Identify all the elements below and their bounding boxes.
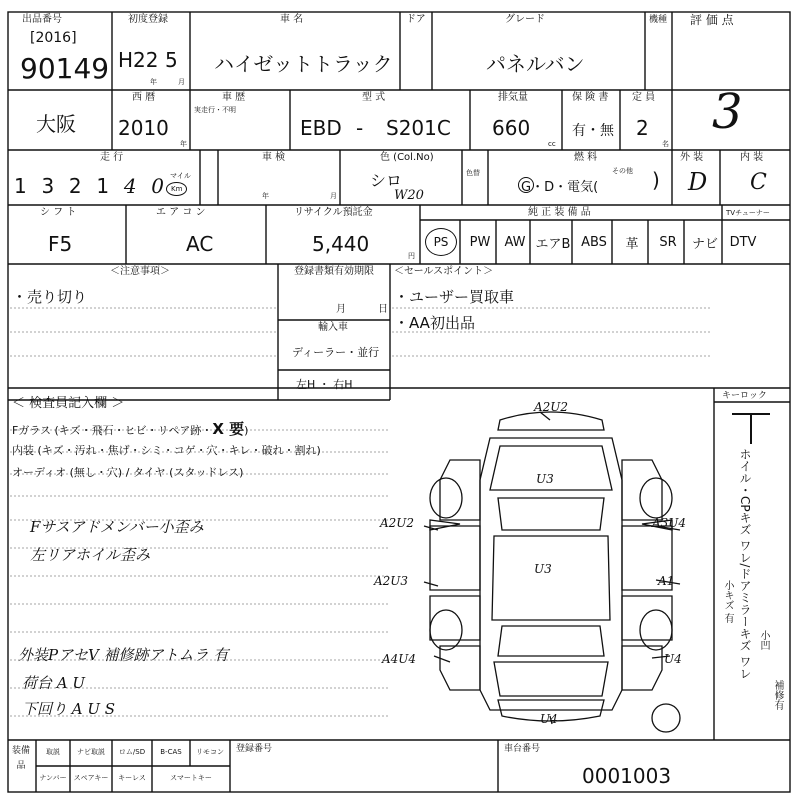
equipment-list [420,220,790,264]
keylock-vertical-text: ホイル・CPキズ ワレ/ドアミラーキズ ワレ [738,448,752,680]
handwritten-note: 下回り A U S [22,700,116,718]
footer-item-rom-sd: ロム/SD [118,748,146,756]
leader-line [424,582,438,586]
color-change-label: 色替 [466,169,480,177]
fuel-label: 燃 料 [574,152,598,163]
grade-label: グレード [505,14,545,25]
footer-item-keyless: キーレス [118,774,146,782]
fuel-options: G・D・電気( [521,180,599,195]
footer-item-number: ナンバー [39,774,67,782]
aircon-label: エ ア コ ン [156,207,206,218]
handwritten-note: 荷台 A U [22,674,86,692]
score-label: 評 価 点 [690,13,734,27]
footer-item-smart-key: スマートキー [170,774,212,782]
shift-label: シ フ ト [40,207,77,218]
damage-mark-hood: U3 [536,472,554,486]
reg-month-suffix: 月 [178,78,185,86]
color-name: シロ [370,171,403,190]
first-reg-label: 初度登録 [128,14,168,25]
glass-close: ) [244,424,249,437]
equipment-leather: 革 [625,236,639,252]
windshield [498,498,604,530]
right-rear-quarter [622,646,662,690]
equipment-airbag: エアB [535,236,571,252]
displacement-label: 排気量 [498,92,528,103]
history-label: 車 歴 [222,92,246,103]
exterior-grade: D [688,168,708,196]
door-label: ドア [406,14,426,25]
footer-item-manual: 取説 [46,748,60,756]
recycle-fee: 5,440 [312,232,370,256]
import-handle: 左H ・ 右H [296,378,353,391]
handwritten-note: 外装PアセV 補修跡アトムラ 有 [18,646,229,664]
sales-point: ・AA初出品 [394,314,475,332]
mileage-digit: 1 [96,174,110,198]
handwritten-note: 左リアホイル歪み [30,546,151,564]
caution-label: ＜注意事項＞ [110,266,170,277]
color-label: 色 (Col.No) [380,152,434,163]
shift: F5 [48,232,73,256]
damage-mark-left-mid: A2U3 [374,574,409,588]
fuel-other-label: その他 [612,167,633,175]
model-dash: - [356,116,364,140]
inspection-month-suffix: 月 [330,192,337,200]
reg-number-label: 登録番号 [236,744,273,754]
audio-line: オーディオ (無し・穴) / タイヤ (スタッドレス) [12,466,244,479]
model-label: 機種 [649,15,668,25]
yen-suffix: 円 [408,252,415,260]
docs-day: 日 [378,304,388,315]
left-front-wheel [430,478,462,518]
right-front-wheel [640,478,672,518]
caution-text: ・売り切り [12,288,88,306]
insurance: 有・無 [572,123,614,139]
ad-year-suffix: 年 [180,140,187,148]
glass-text: Fガラス (キズ・飛石・ヒビ・リペア跡・ [12,424,213,437]
footer-item-bcas: B-CAS [160,748,182,756]
left-door [430,526,480,590]
exterior-label: 外 装 [680,152,704,163]
keylock-label: キーロック [722,391,767,401]
damage-mark-roof: U3 [534,562,552,576]
interior-grade: C [750,170,767,195]
handwritten-note: Fサスアドメンバー小歪み [30,518,204,536]
mileage-digit: 2 [68,174,82,198]
mileage-unit-mile: マイル [170,172,191,180]
equipment-abs: ABS [581,234,607,250]
equipment-dtv: DTV [729,234,757,250]
color-code: W20 [394,188,424,203]
mileage-digit: 3 [41,174,55,198]
chassis-label: 車台番号 [504,744,541,754]
keylock-small-dent: 小凹 [758,630,769,650]
damage-mark-bottom: U4 [540,712,558,726]
history-sub: 実走行・不明 [194,106,236,114]
capacity-suffix: 名 [662,140,669,148]
glass-mark: X 要 [212,420,245,438]
score-value: 3 [712,84,743,140]
damage-mark-right-upper: A3U4 [652,516,687,530]
location: 大阪 [36,112,76,136]
tuner-label: TVチューナー [726,209,770,217]
rear-panel [494,662,608,696]
import-label: 輸入車 [318,322,348,333]
interior-line: 内装 (キズ・汚れ・焦げ・シミ・コゲ・穴・キレ・破れ・割れ) [12,444,321,457]
spare-tire [652,704,680,732]
leader-line [434,656,450,662]
equipment-label: 純 正 装 備 品 [528,207,591,218]
equip-label: 装備品 [12,746,31,771]
sales-label: ＜セールスポイント＞ [394,266,494,277]
docs-label: 登録書類有効期限 [294,266,374,277]
reg-era: H22 [118,48,159,72]
model-type-label: 型 式 [362,92,386,103]
equipment-aw: AW [504,234,526,250]
car-name-label: 車 名 [280,14,304,25]
glass-line [12,418,248,439]
reg-month: 5 [165,48,178,72]
key-lock-mark [728,408,778,448]
mileage-digit: 4 [123,174,137,198]
car-name: ハイゼットトラック [214,52,393,76]
equipment-pw: PW [469,234,491,250]
damage-mark-left-upper: A2U2 [380,516,415,530]
mileage-digit: 0 [151,174,164,198]
docs-month: 月 [336,304,346,315]
footer-item-spare-key: スペアキー [73,774,109,782]
capacity: 2 [636,116,649,140]
keylock-repaired: 補修有 [772,680,783,710]
model-prefix: EBD [300,116,342,140]
rear-glass [498,626,604,656]
front-bumper [498,412,604,430]
keylock-small-scratch: 小キズ 有 [722,580,733,624]
inspection-year-suffix: 年 [262,192,269,200]
right-rear-door [622,596,672,640]
inspector-title: ＜ 検査員記入欄 ＞ [12,396,125,411]
chassis-number: 0001003 [582,764,672,788]
aircon: AC [186,232,214,256]
ad-year: 2010 [118,116,169,140]
mileage-unit-km: Km [166,182,187,196]
mileage-digits [14,174,164,198]
left-front-fender [440,460,480,520]
left-rear-quarter [440,646,480,690]
inspection-label: 車 検 [262,152,286,163]
grade: パネルバン [486,52,585,76]
recycle-label: リサイクル預託金 [294,207,373,218]
footer-item-navi-manual: ナビ取説 [77,748,105,756]
fuel-close: ) [652,168,660,192]
model-code: S201C [386,116,451,140]
import-dealer: ディーラー・並行 [292,346,380,359]
right-front-fender [622,460,662,520]
damage-mark-left-lower: A4U4 [382,652,417,666]
lot-label: 出品番号 [22,14,62,25]
cc-suffix: cc [548,140,556,148]
damage-mark-right-mid: A1 [658,574,675,588]
roof-panel [492,536,610,620]
reg-year-suffix: 年 [150,78,157,86]
equipment-ps: PS [425,228,457,256]
damage-mark-right-lower: U4 [664,652,682,666]
damage-mark-top: A2U2 [534,400,569,414]
left-rear-door [430,596,480,640]
left-rear-wheel [430,610,462,650]
equipment-navi: ナビ [691,236,718,252]
ad-year-label: 西 暦 [132,92,156,103]
interior-label: 内 装 [740,152,764,163]
year-tag: [2016] [30,30,77,46]
mileage-label: 走 行 [100,152,124,163]
equipment-sunroof: SR [659,234,677,250]
footer-item-remote: リモコン [196,748,224,756]
mileage-digit: 1 [14,174,27,198]
sales-point: ・ユーザー買取車 [394,288,515,306]
insurance-label: 保 険 書 [572,92,609,103]
lot-number: 90149 [20,52,110,85]
capacity-label: 定 員 [632,92,656,103]
displacement: 660 [492,116,531,140]
right-rear-wheel [640,610,672,650]
